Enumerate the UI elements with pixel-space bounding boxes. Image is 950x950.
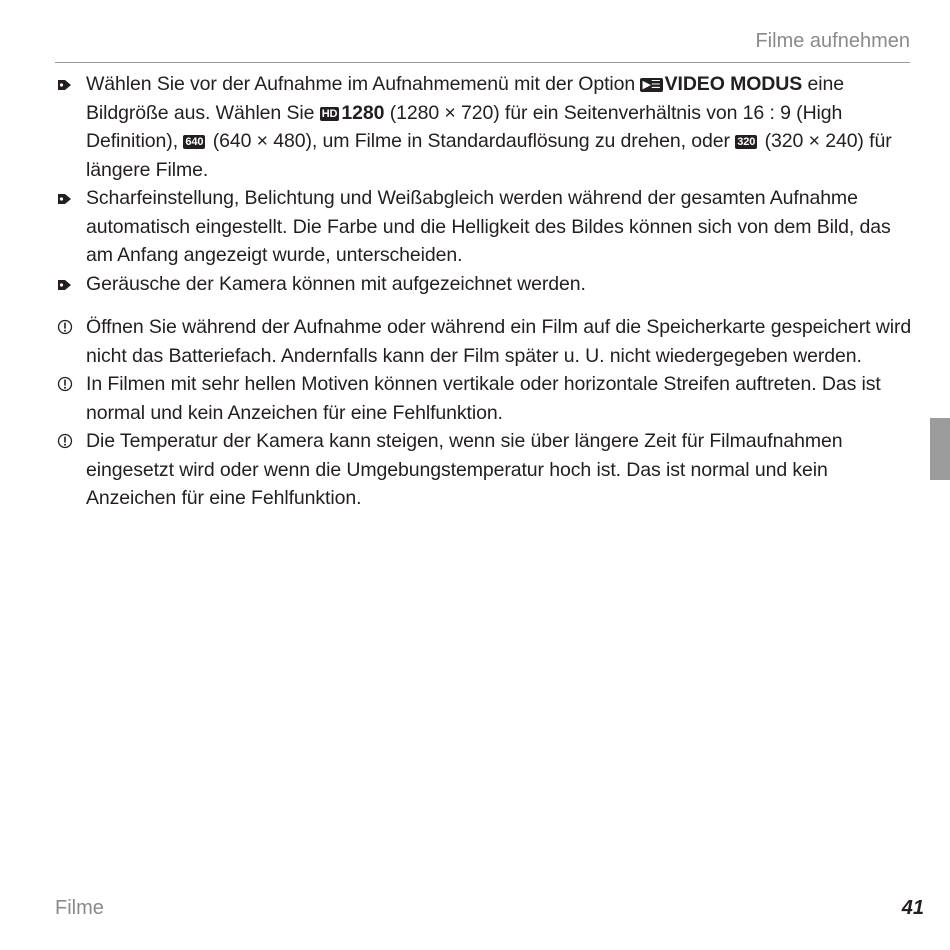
page-number: 41 xyxy=(901,897,924,919)
hd-icon: HD xyxy=(321,107,338,120)
header-divider xyxy=(55,62,910,63)
note-item xyxy=(55,270,915,299)
note-tag-icon xyxy=(57,278,73,292)
emphasis-text: 1280 xyxy=(341,101,385,124)
body-text: (640 × 480), um Filme in Standardauflösung zu drehen, oder xyxy=(207,130,736,152)
notes-list xyxy=(55,70,915,298)
caution-icon xyxy=(57,376,73,392)
body-text: Scharfeinstellung, Belichtung und Weißabgleich werden während der gesamten Aufnahme automatisch eingestellt. Die Farbe und die Helligkeit des Bildes können sich von dem Bild, das am Anfang angezeigt wurde, unterscheiden. xyxy=(86,187,891,266)
note-tag-icon xyxy=(57,192,73,206)
page-content xyxy=(55,70,915,513)
note-item xyxy=(55,70,915,184)
caution-item xyxy=(55,427,915,513)
caution-item xyxy=(55,370,915,427)
body-text: Wählen Sie vor der Aufnahme im Aufnahmemenü mit der Option xyxy=(86,73,641,95)
caution-icon xyxy=(57,433,73,449)
note-item xyxy=(55,184,915,270)
chapter-tab xyxy=(930,418,950,480)
emphasis-text: VIDEO MODUS xyxy=(664,73,803,95)
body-text: (320 × 240) für längere Filme. xyxy=(86,130,892,181)
note-tag-icon xyxy=(57,78,73,92)
body-text: Öffnen Sie während der Aufnahme oder während ein Film auf die Speicherkarte gespeichert wird nicht das Batteriefach. Andernfalls kann der Film später u. U. nicht wiedergegeben werden. xyxy=(86,316,912,367)
body-text: In Filmen mit sehr hellen Motiven können vertikale oder horizontale Streifen auftreten. Das ist normal und kein Anzeichen für eine Fehlfunktion. xyxy=(86,373,881,424)
body-text: Geräusche der Kamera können mit aufgezeichnet werden. xyxy=(86,272,586,295)
caution-icon xyxy=(57,319,73,335)
footer-chapter: Filme xyxy=(55,897,104,919)
body-text: (1280 × 720) für ein Seitenverhältnis von 16 : 9 (High Definition), xyxy=(86,101,843,152)
caution-item xyxy=(55,313,915,370)
video-mode-icon: ▶☰ xyxy=(642,79,661,91)
section-header: Filme aufnehmen xyxy=(755,30,910,52)
cautions-list xyxy=(55,313,915,513)
size-320-icon: 320 xyxy=(737,136,756,148)
body-text: Die Temperatur der Kamera kann steigen, wenn sie über längere Zeit für Filmaufnahmen eingesetzt wird oder wenn die Umgebungstemperatur hoch ist. Das ist normal und kein Anzeichen für eine Fehlfunktion. xyxy=(86,430,843,509)
size-640-icon: 640 xyxy=(185,136,204,148)
body-text: eine Bildgröße aus. Wählen Sie xyxy=(86,73,844,124)
